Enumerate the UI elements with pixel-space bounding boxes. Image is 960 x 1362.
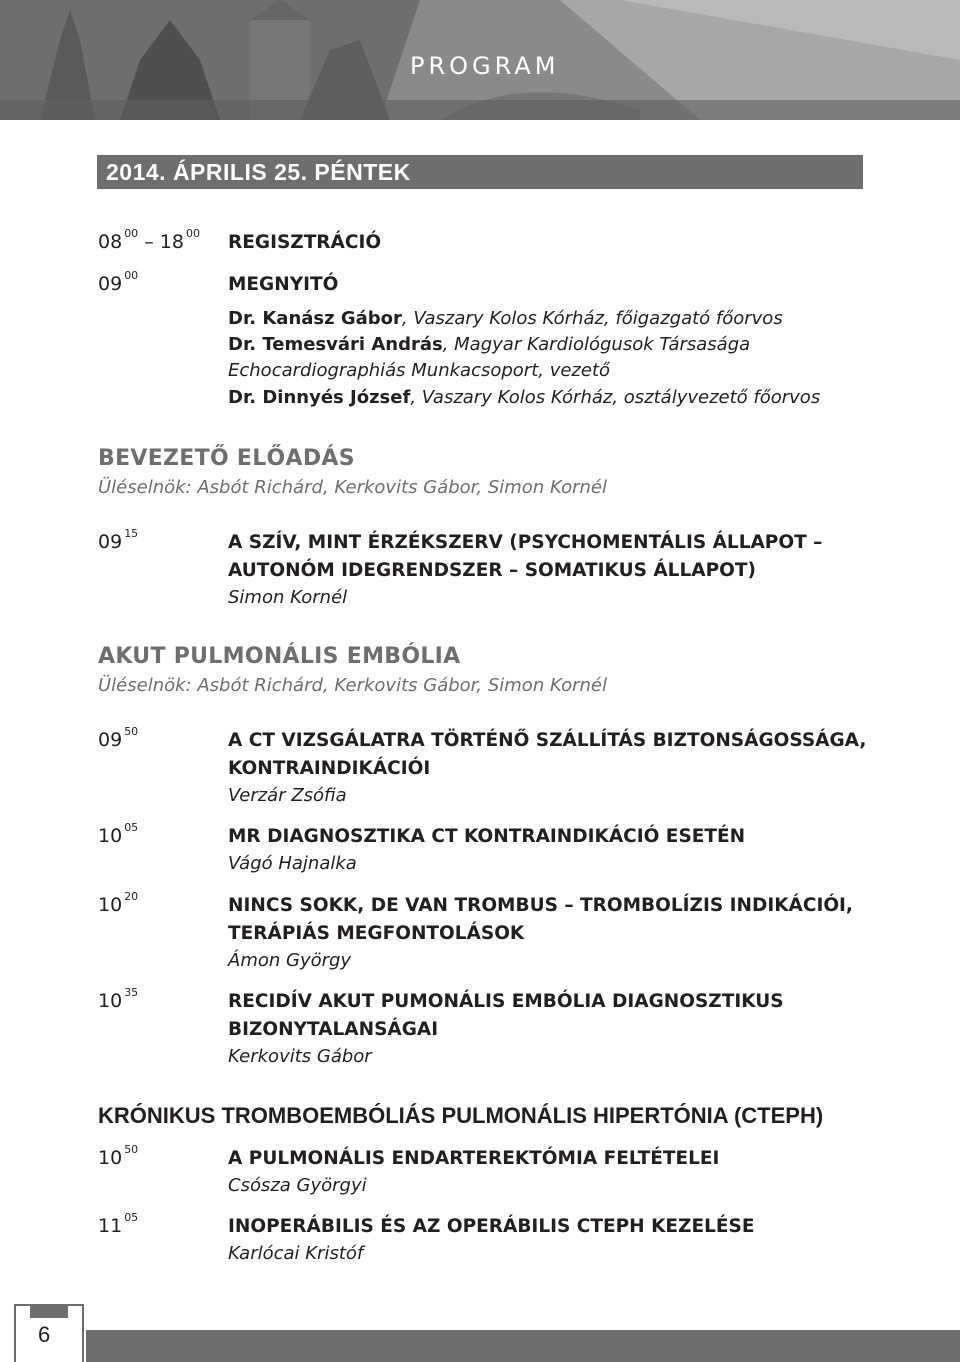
- opening-speaker: Dr. Kanász Gábor, Vaszary Kolos Kórház, főigazgató főorvos: [228, 308, 783, 329]
- talk-speaker: Verzár Zsófia: [228, 785, 347, 806]
- section-title: KRÓNIKUS TROMBOEMBÓLIÁS PULMONÁLIS HIPERTÓNIA (CTEPH): [98, 1103, 824, 1128]
- talk-title: KONTRAINDIKÁCIÓI: [228, 758, 431, 779]
- header-banner: [0, 0, 960, 120]
- talk-time: 10 $^{50}$: [98, 1143, 139, 1169]
- talk-title: NINCS SOKK, DE VAN TROMBUS – TROMBOLÍZIS INDIKÁCIÓI,: [228, 895, 853, 916]
- opening-speaker: Dr. Dinnyés József, Vaszary Kolos Kórház, osztályvezető főorvos: [228, 387, 821, 408]
- talk-time: 10 $^{35}$: [98, 986, 139, 1012]
- talk-speaker: Kerkovits Gábor: [228, 1046, 372, 1067]
- talk-time: 09 $^{15}$: [98, 527, 139, 553]
- talk-time: 10 $^{05}$: [98, 821, 139, 847]
- header-title: PROGRAM: [410, 52, 560, 80]
- talk-title: RECIDÍV AKUT PUMONÁLIS EMBÓLIA DIAGNOSZTIKUS: [228, 991, 784, 1012]
- footer-bar: [86, 1330, 960, 1362]
- talk-speaker: Karlócai Kristóf: [228, 1243, 364, 1264]
- item-registration-title: REGISZTRÁCIÓ: [228, 232, 382, 253]
- time-opening: 09 $^{00}$: [98, 269, 139, 295]
- talk-title: AUTONÓM IDEGRENDSZER – SOMATIKUS ÁLLAPOT): [228, 560, 756, 581]
- page-number-tab: [30, 1304, 68, 1318]
- talk-speaker: Csósza Györgyi: [228, 1175, 367, 1196]
- section-title: AKUT PULMONÁLIS EMBÓLIA: [98, 644, 461, 669]
- opening-speaker: Echocardiographiás Munkacsoport, vezető: [228, 360, 611, 381]
- talk-time: 10 $^{20}$: [98, 890, 139, 916]
- talk-title: A PULMONÁLIS ENDARTEREKTÓMIA FELTÉTELEI: [228, 1148, 720, 1169]
- talk-time: 09 $^{50}$: [98, 725, 139, 751]
- talk-speaker: Vágó Hajnalka: [228, 853, 357, 874]
- talk-speaker: Simon Kornél: [228, 587, 348, 608]
- page-number: 6: [38, 1322, 51, 1347]
- time-registration: 08 $^{00}$ – 18 $^{00}$: [98, 227, 200, 253]
- section-chairs: Üléselnök: Asbót Richárd, Kerkovits Gábor, Simon Kornél: [98, 477, 608, 498]
- talk-title: MR DIAGNOSZTIKA CT KONTRAINDIKÁCIÓ ESETÉN: [228, 826, 746, 847]
- section-chairs: Üléselnök: Asbót Richárd, Kerkovits Gábor, Simon Kornél: [98, 675, 608, 696]
- opening-speaker: Dr. Temesvári András, Magyar Kardiológusok Társasága: [228, 334, 751, 355]
- talk-speaker: Ámon György: [228, 950, 352, 971]
- talk-title: INOPERÁBILIS ÉS AZ OPERÁBILIS CTEPH KEZELÉSE: [228, 1216, 755, 1237]
- talk-title: TERÁPIÁS MEGFONTOLÁSOK: [228, 923, 525, 944]
- talk-title: A CT VIZSGÁLATRA TÖRTÉNŐ SZÁLLÍTÁS BIZTONSÁGOSSÁGA,: [228, 730, 867, 751]
- talk-title: A SZÍV, MINT ÉRZÉKSZERV (PSYCHOMENTÁLIS ÁLLAPOT –: [228, 532, 823, 553]
- section-title: BEVEZETŐ ELŐADÁS: [98, 446, 355, 471]
- talk-time: 11 $^{05}$: [98, 1211, 139, 1237]
- item-opening-title: MEGNYITÓ: [228, 274, 339, 295]
- talk-title: BIZONYTALANSÁGAI: [228, 1019, 439, 1040]
- day-label: 2014. ÁPRILIS 25. PÉNTEK: [106, 159, 411, 185]
- day-bar: [97, 155, 863, 189]
